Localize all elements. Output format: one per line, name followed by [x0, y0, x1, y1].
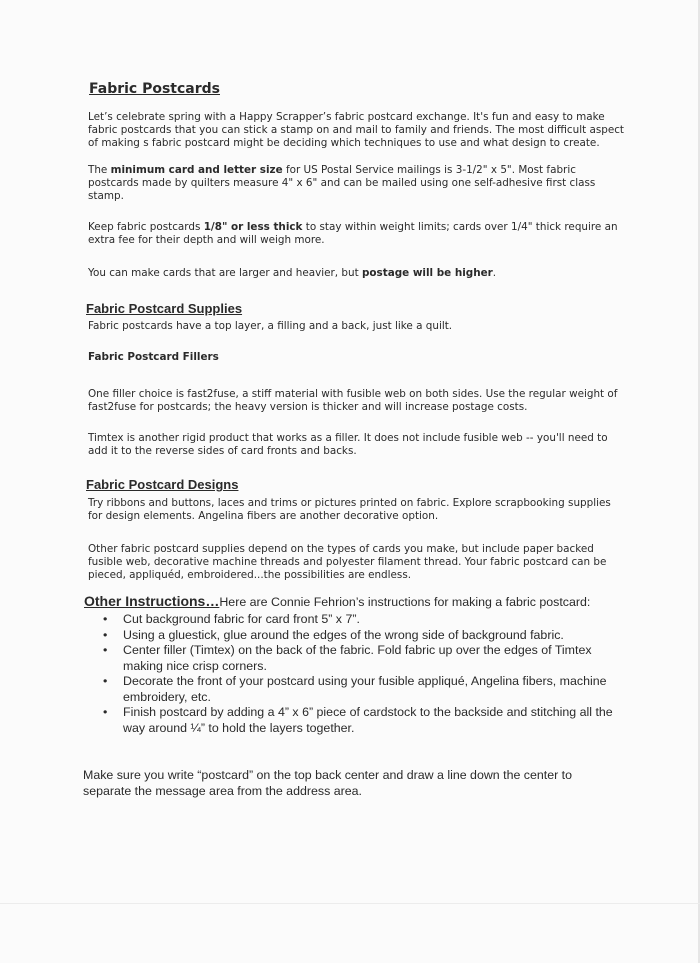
size-text-pre: The [88, 164, 111, 176]
instruction-step [100, 612, 630, 628]
scan-bottom-edge [0, 903, 700, 904]
larger-text-bold: postage will be higher [361, 267, 493, 279]
bullet-icon: • [103, 674, 108, 688]
size-text-post: for US Postal Service mailings is 3-1/2" x 5". Most fabric postcards made by quilters measure 4" x 6" and can be mailed using one self-adhesive first class stamp. [88, 164, 596, 202]
step-text: Cut background fabric for card front 5” x 7”. [123, 612, 360, 626]
supplies-heading: Fabric Postcard Supplies [86, 301, 243, 316]
instructions-lead: Here are Connie Fehrion’s instructions for making a fabric postcard: [219, 595, 591, 609]
other-supplies-paragraph: Other fabric postcard supplies depend on the types of cards you make, but include paper backed fusible web, decorative machine threads and polyester filament thread. Your fabric postcard can be pieced, appliquéd, embroidered...the possibilities are endless. [88, 543, 607, 581]
intro-paragraph: Let’s celebrate spring with a Happy Scrapper’s fabric postcard exchange. It's fun and easy to make fabric postcards that you can stick a stamp on and mail to family and friends. The most difficult aspect of making s fabric postcard might be deciding which techniques to use and what design to create. [88, 111, 625, 149]
thickness-text-bold: 1/8" or less thick [203, 221, 303, 233]
thickness-paragraph [88, 221, 628, 247]
instruction-step [100, 674, 630, 705]
size-paragraph [88, 164, 628, 203]
timtex-paragraph: Timtex is another rigid product that works as a filler. It does not include fusible web -- you'll need to add it to the reverse sides of card fronts and backs. [88, 432, 608, 457]
designs-heading: Fabric Postcard Designs [86, 477, 239, 492]
designs-paragraph: Try ribbons and buttons, laces and trims or pictures printed on fabric. Explore scrapbooking supplies for design elements. Angelina fibers are another decorative option. [88, 497, 611, 522]
step-text: Using a gluestick, glue around the edges of the wrong side of background fabric. [123, 627, 564, 642]
supplies-paragraph: Fabric postcards have a top layer, a filling and a back, just like a quilt. [88, 320, 453, 332]
instructions-intro [84, 594, 644, 610]
instruction-step [100, 628, 630, 644]
bullet-icon: • [103, 643, 108, 657]
larger-paragraph [88, 267, 628, 280]
fillers-heading: Fabric Postcard Fillers [88, 351, 219, 363]
step-text: Finish postcard by adding a 4” x 6” piece of cardstock to the backside and stitching all the way around ¼” to hold the layers together. [123, 705, 613, 735]
larger-text-post: . [492, 267, 497, 279]
thickness-text-post: to stay within weight limits; cards over 1/4" thick require an extra fee for their depth and will weigh more. [88, 221, 618, 246]
instructions-list [100, 612, 630, 736]
fast2fuse-paragraph: One filler choice is fast2fuse, a stiff material with fusible web on both sides. Use the regular weight of fast2fuse for postcards; the heavy version is thicker and will increase postage costs. [88, 388, 618, 413]
instructions-heading: Other Instructions… [84, 593, 220, 609]
step-text: Center filler (Timtex) on the back of the fabric. Fold fabric up over the edges of Timtex making nice crisp corners. [123, 643, 592, 673]
thickness-text-pre: Keep fabric postcards [88, 221, 204, 233]
size-text-bold: minimum card and letter size [110, 164, 283, 176]
larger-text-pre: You can make cards that are larger and heavier, but [88, 267, 362, 279]
bullet-icon: • [103, 705, 108, 719]
instruction-step [100, 643, 630, 674]
instruction-step [100, 705, 630, 736]
bullet-icon: • [103, 627, 108, 642]
page-title: Fabric Postcards [89, 81, 220, 97]
closing-paragraph: Make sure you write “postcard” on the top back center and draw a line down the center to separate the message area from the address area. [83, 768, 573, 798]
bullet-icon: • [103, 612, 108, 626]
step-text: Decorate the front of your postcard using your fusible appliqué, Angelina fibers, machine embroidery, etc. [123, 674, 607, 704]
